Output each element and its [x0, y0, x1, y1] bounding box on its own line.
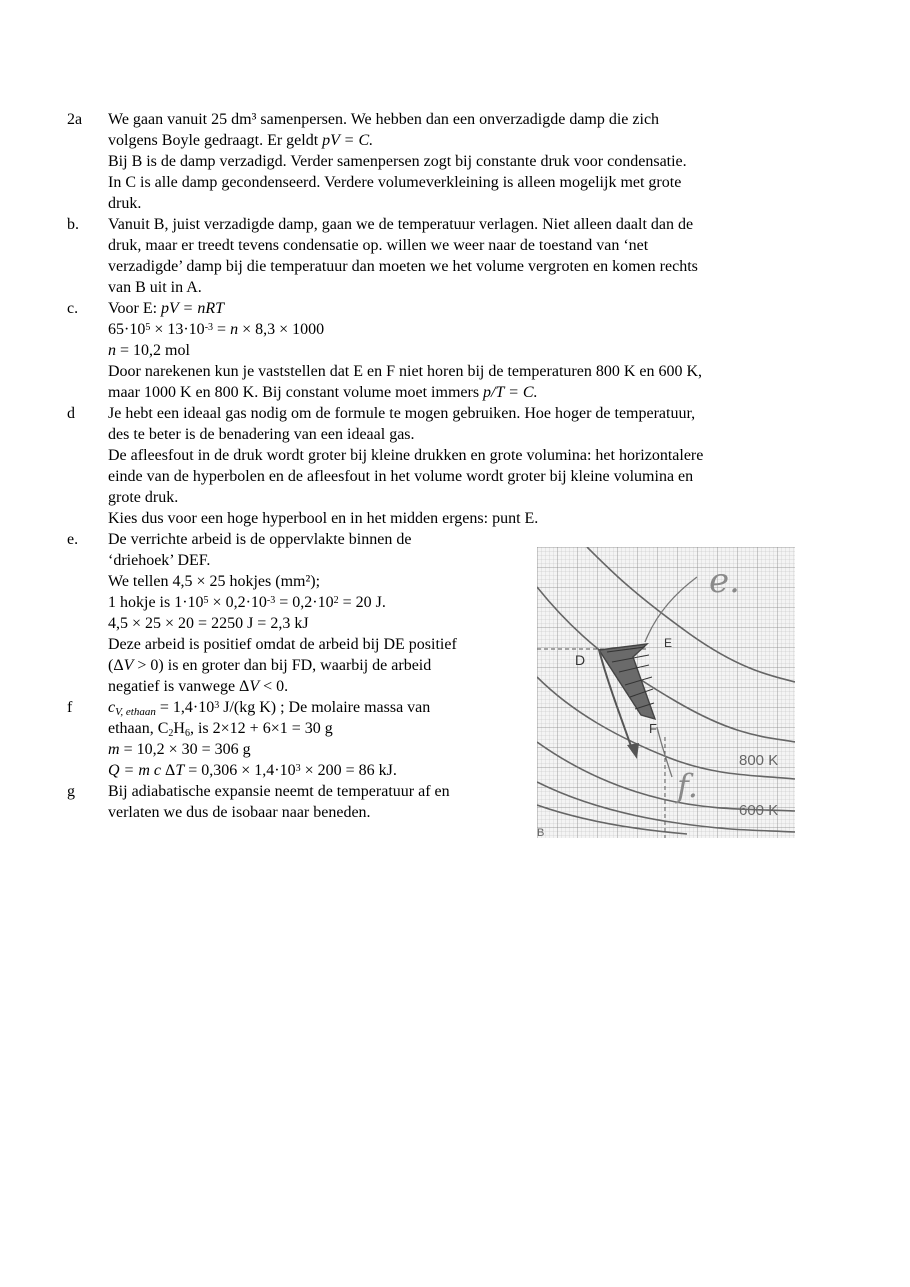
text-e-line8: negatief is vanwege ΔV < 0.	[108, 678, 289, 695]
label-600k: 600 K	[739, 802, 779, 819]
text-c-line3: n = 10,2 mol	[108, 342, 190, 359]
text-b-line4: van B uit in A.	[108, 279, 202, 296]
text-e-line4: 1 hokje is $1\cdot 10^5 \times 0,2\cdot 10^{-3} = 0,2\cdot 10^2 = 20$ J.	[108, 594, 386, 611]
text-2a-line1: We gaan vanuit 25 dm³ samenpersen. We hebben dan een onverzadigde damp die zich	[108, 111, 660, 128]
text-d-line1: Je hebt een ideaal gas nodig om de formule te mogen gebruiken. Hoe hoger de temperatuur,	[108, 405, 696, 422]
text-2a-line2: volgens Boyle gedraagt. Er geldt pV = C.	[108, 132, 374, 149]
text-b-line2: druk, maar er treedt tevens condensatie op. willen we weer naar de toestand van ‘net	[108, 237, 649, 254]
text-e-line6: Deze arbeid is positief omdat de arbeid bij DE positief	[108, 636, 457, 653]
text-f-line1: $c_{V, ethaan} = 1,4\cdot 10^3$ J/(kg K) ; De molaire massa van	[108, 699, 431, 718]
item-label-d: d	[67, 405, 75, 422]
pv-diagram-figure	[537, 547, 795, 838]
text-2a-line4: In C is alle damp gecondenseerd. Verdere volumeverkleining is alleen mogelijk met grote	[108, 174, 682, 191]
item-label-g: g	[67, 783, 75, 800]
text-e-line2: ‘driehoek’ DEF.	[108, 552, 211, 569]
text-d-line5: grote druk.	[108, 489, 179, 506]
text-d-line6: Kies dus voor een hoge hyperbool en in het midden ergens: punt E.	[108, 510, 539, 527]
label-d: D	[575, 652, 586, 668]
text-d-line3: De afleesfout in de druk wordt groter bij kleine drukken en grote volumina: het horizontalere	[108, 447, 704, 464]
label-e: E	[664, 636, 673, 650]
text-e-line7: (ΔV > 0) is en groter dan bij FD, waarbij de arbeid	[108, 657, 432, 674]
label-hand-e: e.	[709, 561, 740, 601]
text-c-line5: maar 1000 K en 800 K. Bij constant volume moet immers p/T = C.	[108, 384, 538, 401]
text-f-line3: m = 10,2 × 30 = 306 g	[108, 741, 251, 758]
text-d-line4: einde van de hyperbolen en de afleesfout in het volume wordt groter bij kleine volumina en	[108, 468, 694, 485]
item-label-b: b.	[67, 216, 79, 233]
text-g-line2: verlaten we dus de isobaar naar beneden.	[108, 804, 371, 821]
text-f-line2: ethaan, $C_2H_6$, is 2×12 + 6×1 = 30 g	[108, 720, 333, 739]
text-f-line4: Q = m c $\Delta T = 0,306 \times 1,4\cdot 10^3 \times 200 = 86$ kJ.	[108, 762, 397, 779]
item-label-2a: 2a	[67, 111, 83, 128]
item-label-e: e.	[67, 531, 79, 548]
text-c-line1: Voor E: pV = nRT	[108, 300, 224, 317]
text-2a-line3: Bij B is de damp verzadigd. Verder samenpersen zogt bij constante druk voor condensatie.	[108, 153, 687, 170]
item-label-c: c.	[67, 300, 79, 317]
text-c-line4: Door narekenen kun je vaststellen dat E en F niet horen bij de temperaturen 800 K en 600 K,	[108, 363, 703, 380]
formula-boyle: pV = C.	[322, 132, 374, 149]
text-g-line1: Bij adiabatische expansie neemt de temperatuur af en	[108, 783, 450, 800]
text-d-line2: des te beter is de benadering van een ideaal gas.	[108, 426, 415, 443]
label-f: F	[649, 721, 657, 736]
text-e-line5: 4,5 × 25 × 20 = 2250 J = 2,3 kJ	[108, 615, 309, 632]
text-2a-line5: druk.	[108, 195, 142, 212]
text-e-line3: We tellen 4,5 × 25 hokjes (mm²);	[108, 573, 321, 590]
text-c-line2: $65\cdot 10^5 \times 13\cdot 10^{-3} = n \times 8,3 \times 1000$	[108, 321, 325, 338]
text-e-line1: De verrichte arbeid is de oppervlakte binnen de	[108, 531, 412, 548]
label-800k: 800 K	[739, 752, 779, 769]
item-label-f: f	[67, 699, 73, 716]
label-b: B	[537, 827, 545, 838]
text-b-line3: verzadigde’ damp bij die temperatuur dan moeten we het volume vergroten en komen rechts	[108, 258, 698, 275]
text-b-line1: Vanuit B, juist verzadigde damp, gaan we de temperatuur verlagen. Niet alleen daalt dan de	[108, 216, 694, 233]
label-hand-f: f.	[677, 767, 698, 805]
